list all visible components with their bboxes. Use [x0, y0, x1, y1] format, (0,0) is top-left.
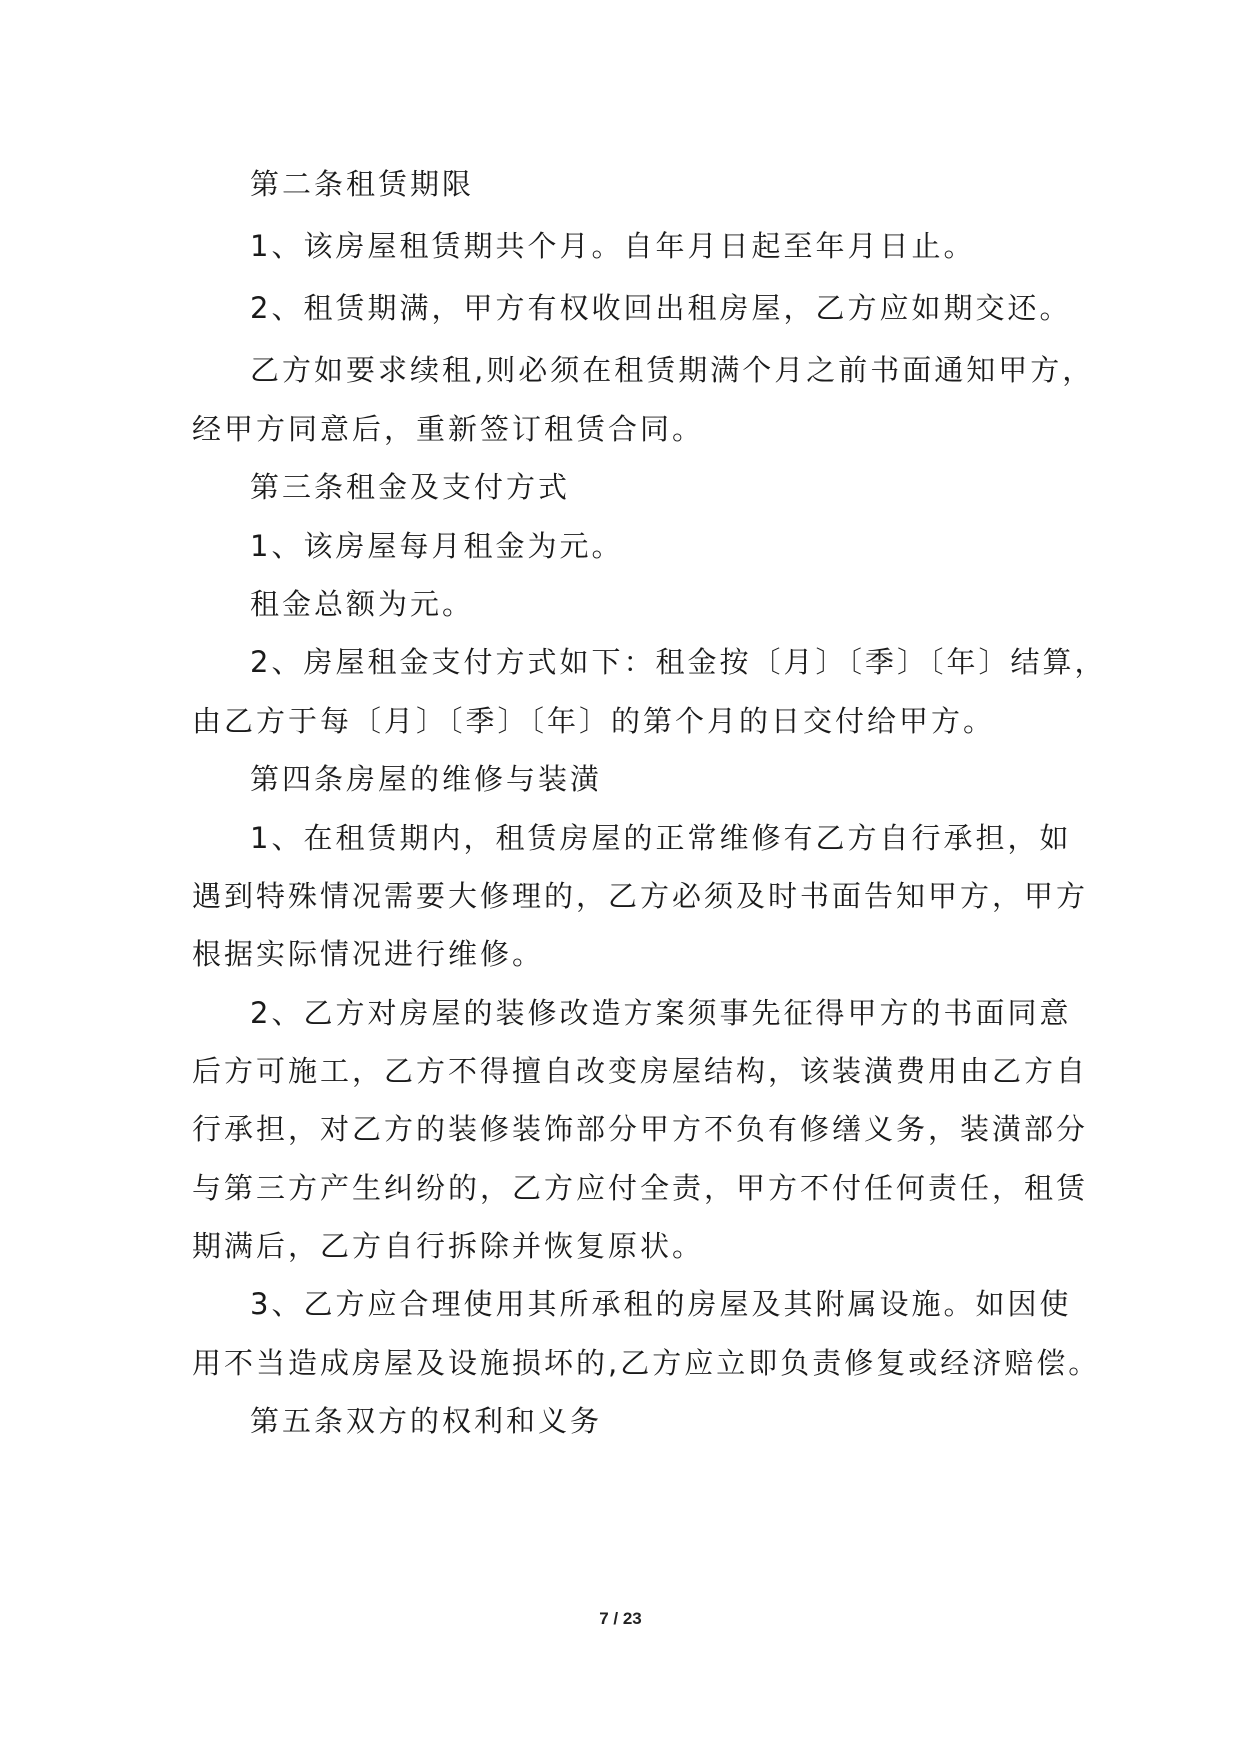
paragraph-line: 由乙方于每〔月〕〔季〕〔年〕的第个月的日交付给甲方。	[192, 704, 996, 738]
page-number: 7 / 23	[599, 1609, 642, 1628]
paragraph-line: 2、房屋租金支付方式如下：租金按〔月〕〔季〕〔年〕结算，	[250, 645, 1107, 679]
paragraph-line: 1、该房屋租赁期共个月。自年月日起至年月日止。	[250, 229, 976, 263]
paragraph-line: 租金总额为元。	[250, 587, 475, 621]
paragraph-line: 期满后，乙方自行拆除并恢复原状。	[192, 1229, 705, 1263]
paragraph-line: 与第三方产生纠纷的，乙方应付全责，甲方不付任何责任，租赁	[192, 1171, 1089, 1205]
paragraph-line: 用不当造成房屋及设施损坏的,乙方应立即负责修复或经济赔偿。	[192, 1346, 1101, 1380]
paragraph-line: 后方可施工，乙方不得擅自改变房屋结构，该装潢费用由乙方自	[192, 1054, 1089, 1088]
section-heading-maintenance: 第四条房屋的维修与装潢	[250, 762, 603, 796]
paragraph-line: 乙方如要求续租,则必须在租赁期满个月之前书面通知甲方，	[250, 353, 1095, 387]
paragraph-line: 2、乙方对房屋的装修改造方案须事先征得甲方的书面同意	[250, 996, 1072, 1030]
paragraph-line: 经甲方同意后，重新签订租赁合同。	[192, 412, 705, 446]
paragraph-line: 2、租赁期满，甲方有权收回出租房屋，乙方应如期交还。	[250, 291, 1072, 325]
paragraph-line: 1、在租赁期内，租赁房屋的正常维修有乙方自行承担，如	[250, 821, 1072, 855]
paragraph-line: 3、乙方应合理使用其所承租的房屋及其附属设施。如因使	[250, 1287, 1072, 1321]
section-heading-rent-payment: 第三条租金及支付方式	[250, 470, 571, 504]
paragraph-line: 1、该房屋每月租金为元。	[250, 529, 624, 563]
paragraph-line: 行承担，对乙方的装修装饰部分甲方不负有修缮义务，装潢部分	[192, 1112, 1089, 1146]
section-heading-rights-obligations: 第五条双方的权利和义务	[250, 1404, 603, 1438]
section-heading-lease-term: 第二条租赁期限	[250, 167, 475, 201]
paragraph-line: 遇到特殊情况需要大修理的，乙方必须及时书面告知甲方，甲方	[192, 879, 1089, 913]
paragraph-line: 根据实际情况进行维修。	[192, 937, 545, 971]
